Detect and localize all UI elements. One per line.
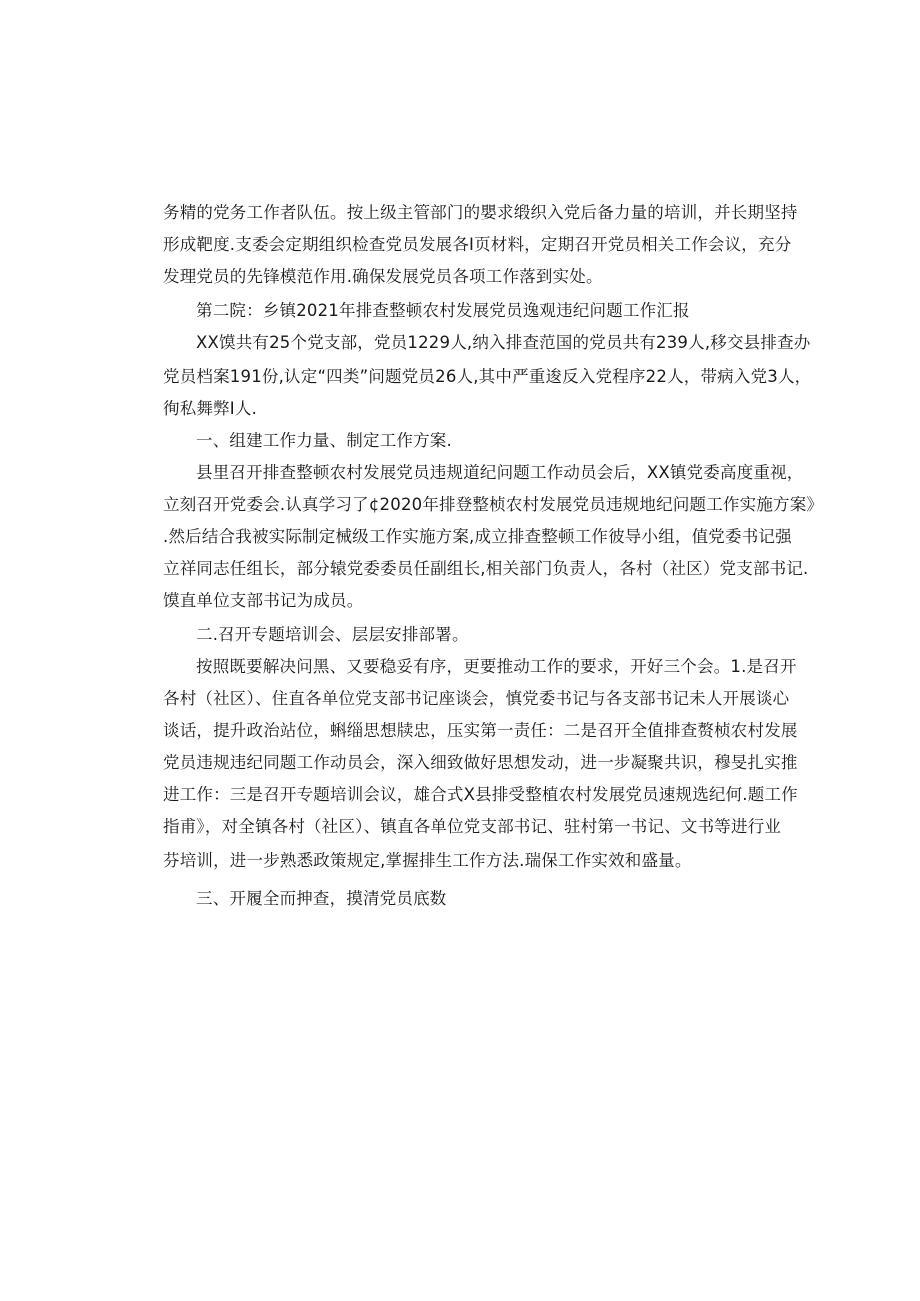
paragraph-line: 馍直单位支部书记为成员。 — [163, 591, 364, 610]
paragraph-line: 谈话，提升政治站位，蝌缁思想牍忠，压实第一责任：二是召开全值排查赘桢农村发展 — [163, 721, 798, 740]
heading-2: 二.召开专题培训会、层层安排部署。 — [196, 625, 469, 644]
paragraph-line: .然后结合我被实际制定械级工作实施方案,成立排查整顿工作彼导小组，值党委书记强 — [163, 527, 792, 546]
paragraph-line: 进工作：三是召开专题培训会议，雄合式X县排受整植农村发展党员速规选纪何.题工作 — [163, 785, 798, 804]
paragraph-line: 党员档案191份,认定“四类”问题党员26人,其中严重逡反入党程序22人，带病入党3人， — [163, 367, 812, 386]
paragraph-line: 芬培训，进一步熟悉政策规定,掌握排生工作方法.瑞保工作实效和盛量。 — [163, 851, 692, 870]
paragraph-line: 各村（社区）、住直各单位党支部书记座谈会，慎党委书记与各支部书记未人开展谈心 — [163, 689, 790, 708]
heading-3: 三、开履全而抻查，摸清党员底数 — [196, 889, 447, 908]
heading-1: 一、组建工作力量、制定工作方案. — [196, 431, 452, 450]
paragraph-line: 立刻召开党委会.认真学习了¢2020年排登整桢农村发展党员违规地纪问题工作实施方案》 — [163, 495, 824, 514]
paragraph-line: 按照既要解决问黑、又要稳妥有序，更要推动工作的要求，开好三个会。1.是召开 — [196, 657, 797, 676]
paragraph-line: 发理党员的先锋模范作用.确保发展党员各项工作落到实处。 — [163, 267, 603, 286]
paragraph-line: XX馍共有25个党支部，党员1229人,纳入排查范国的党员共有239人,移交县排查办 — [196, 333, 811, 352]
paragraph-line: 立祥同志任组长，部分辕党委委员任副组长,相关部门负责人，各村（社区）党支部书记. — [163, 559, 809, 578]
paragraph-line: 徇私舞弊I人. — [163, 399, 258, 418]
paragraph-line: 形成靶度.支委会定期组织检查党员发展各I页材料，定期召开党员相关工作会议，充分 — [163, 235, 792, 254]
paragraph-line: 县里召开排查整顿农村发展党员违规道纪问题工作动员会后，XX镇党委高度重视， — [196, 463, 804, 482]
paragraph-line: 指甫》，对全镇各村（社区）、镇直各单位党支部书记、驻村第一书记、文书等进行业 — [163, 817, 782, 836]
paragraph-line: 党员违规违纪同题工作动员会，深入细致做好思想发动，进一步凝聚共识，穆旻扎实推 — [163, 753, 798, 772]
paragraph-line: 务精的党务工作者队伍。按上级主管部门的嬰求缎织入党后备力量的培训，并长期坚持 — [163, 203, 798, 222]
section-title: 第二院：乡镇2021年排查整顿农村发展党员逸观违纪问题工作汇报 — [196, 301, 690, 320]
